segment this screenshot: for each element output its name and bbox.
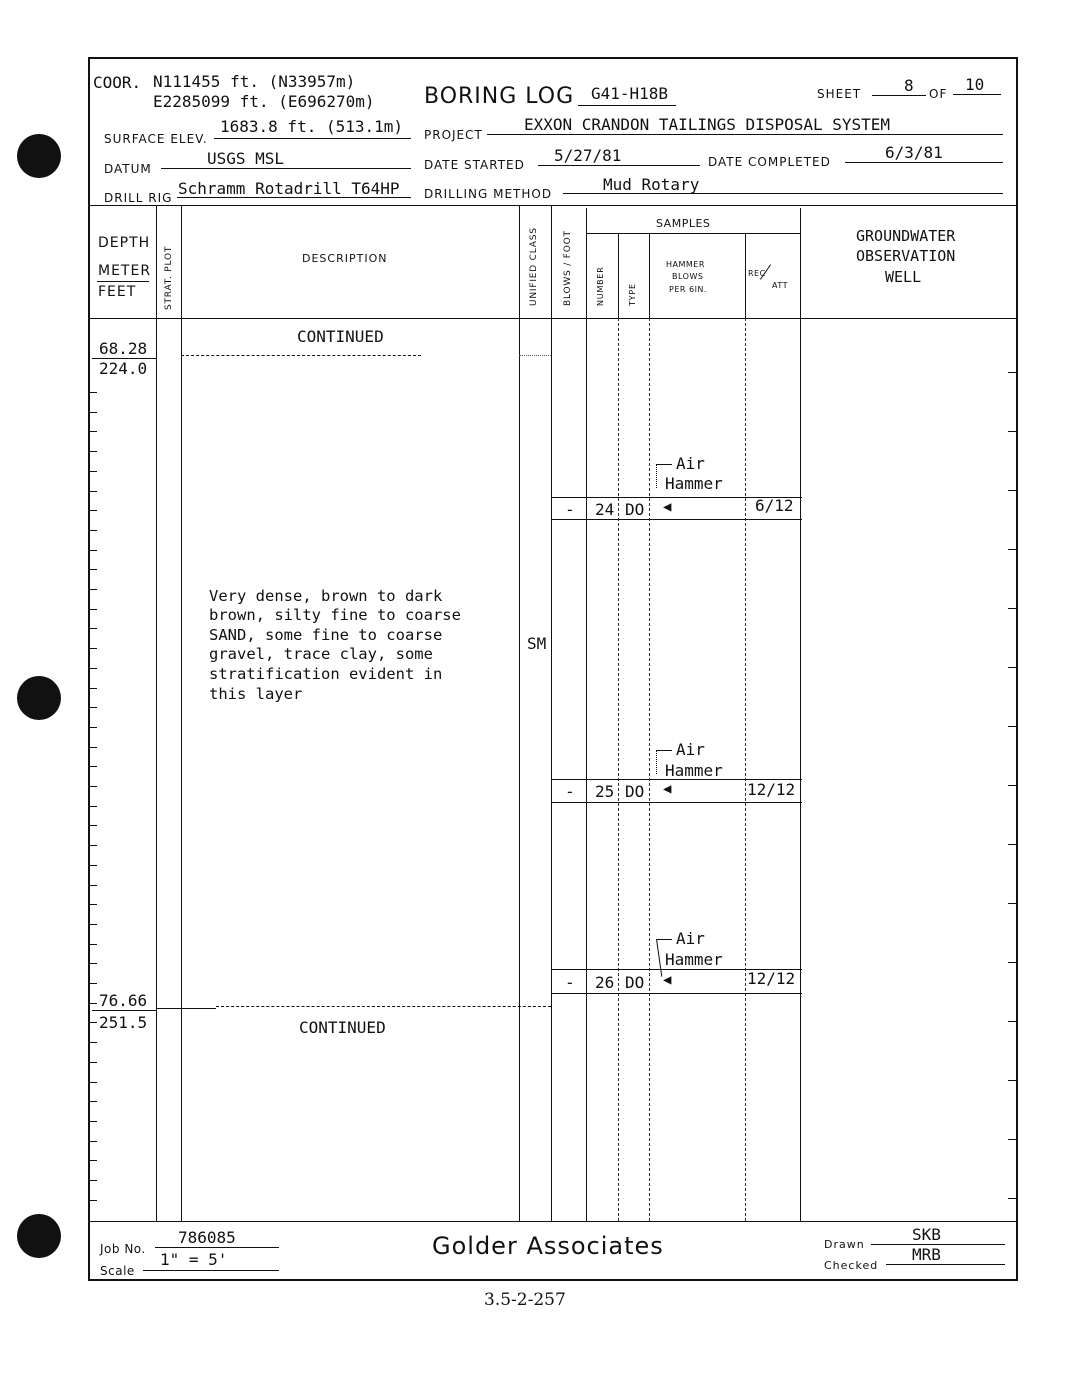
col-strat-plot: STRAT. PLOT — [164, 245, 174, 310]
depth-tick — [90, 727, 97, 728]
document-title: BORING LOG — [424, 84, 575, 109]
sample-26-number: 26 — [595, 973, 615, 992]
air-hammer-label-2: Hammer — [665, 950, 723, 969]
groundwater-tick — [1008, 1198, 1016, 1199]
sample-26-blows: - — [565, 973, 575, 992]
binder-hole-middle — [17, 676, 61, 720]
depth-tick — [90, 963, 97, 964]
sample-24-rec-att: 6/12 — [755, 496, 794, 515]
depth-tick — [90, 747, 97, 748]
depth-tick — [90, 865, 97, 866]
air-hammer-label-1: Air — [676, 740, 705, 759]
drawn-value: SKB — [912, 1225, 941, 1244]
depth-tick — [90, 944, 97, 945]
depth-bottom-meter: 76.66 — [99, 991, 148, 1010]
groundwater-tick — [1008, 549, 1016, 550]
date-completed-label: DATE COMPLETED — [708, 155, 831, 169]
datum-value: USGS MSL — [207, 149, 285, 168]
sample-26-type: DO — [625, 973, 645, 992]
depth-tick — [90, 1121, 97, 1122]
boring-id: G41-H18B — [591, 84, 669, 103]
depth-tick — [90, 589, 97, 590]
sample-25-blows: - — [565, 782, 575, 801]
checked-value: MRB — [912, 1245, 941, 1264]
soil-description-line-4: gravel, trace clay, some — [209, 645, 433, 663]
depth-tick — [90, 786, 97, 787]
depth-top-meter: 68.28 — [99, 339, 148, 358]
groundwater-tick — [1008, 1021, 1016, 1022]
date-started-value: 5/27/81 — [554, 146, 622, 165]
groundwater-tick — [1008, 903, 1016, 904]
soil-description-line-2: brown, silty fine to coarse — [209, 606, 461, 624]
groundwater-tick — [1008, 1080, 1016, 1081]
col-depth: DEPTH — [98, 235, 151, 251]
binder-hole-top — [17, 134, 61, 178]
depth-tick — [90, 491, 97, 492]
groundwater-tick — [1008, 372, 1016, 373]
depth-top-feet: 224.0 — [99, 359, 148, 378]
depth-tick — [90, 885, 97, 886]
project-label: PROJECT — [424, 128, 483, 142]
depth-tick — [90, 1141, 97, 1142]
drill-rig-value: Schramm Rotadrill T64HP — [178, 179, 400, 198]
col-groundwater-2: OBSERVATION — [856, 247, 956, 265]
col-blows-foot: BLOWS / FOOT — [563, 230, 573, 306]
sample-26-arrow-icon: ◀ — [663, 972, 672, 988]
sample-25-rec-att: 12/12 — [747, 780, 796, 799]
page-number: 3.5-2-257 — [484, 1290, 566, 1310]
continued-bottom: CONTINUED — [299, 1018, 386, 1037]
depth-tick — [90, 648, 97, 649]
soil-description-line-6: this layer — [209, 685, 303, 703]
surface-elev-value: 1683.8 ft. (513.1m) — [220, 117, 404, 136]
drill-rig-label: DRILL RIG — [104, 191, 173, 205]
job-no-value: 786085 — [178, 1228, 236, 1247]
groundwater-tick — [1008, 1139, 1016, 1140]
depth-tick — [90, 825, 97, 826]
depth-tick — [90, 392, 97, 393]
coor-northing: N111455 ft. (N33957m) — [153, 72, 356, 91]
col-groundwater-3: WELL — [885, 268, 922, 286]
groundwater-tick — [1008, 608, 1016, 609]
checked-label: Checked — [824, 1259, 879, 1272]
date-started-label: DATE STARTED — [424, 158, 525, 172]
sample-24-number: 24 — [595, 500, 615, 519]
col-feet: FEET — [98, 284, 137, 300]
depth-tick — [90, 1042, 97, 1043]
col-description: DESCRIPTION — [302, 252, 388, 265]
depth-tick — [90, 1200, 97, 1201]
depth-tick — [90, 431, 97, 432]
sheet-total: 10 — [965, 75, 985, 94]
drilling-method-label: DRILLING METHOD — [424, 187, 553, 201]
col-rec: REC — [748, 269, 766, 278]
col-unified-class: UNIFIED CLASS — [529, 227, 539, 306]
project-value: EXXON CRANDON TAILINGS DISPOSAL SYSTEM — [524, 115, 891, 134]
depth-tick — [90, 510, 97, 511]
datum-label: DATUM — [104, 162, 152, 176]
sample-25-arrow-icon: ◀ — [663, 781, 672, 797]
job-no-label: Job No. — [100, 1242, 146, 1256]
sheet-number: 8 — [904, 76, 914, 95]
soil-description-line-1: Very dense, brown to dark — [209, 587, 443, 605]
depth-tick — [90, 1160, 97, 1161]
coor-label: COOR. — [93, 73, 142, 92]
depth-tick — [90, 1062, 97, 1063]
depth-tick — [90, 806, 97, 807]
drilling-method-value: Mud Rotary — [603, 175, 700, 194]
depth-tick — [90, 904, 97, 905]
surface-elev-label: SURFACE ELEV. — [104, 132, 208, 146]
groundwater-tick — [1008, 667, 1016, 668]
groundwater-tick — [1008, 785, 1016, 786]
air-hammer-label-2: Hammer — [665, 761, 723, 780]
col-hammer-2: BLOWS — [672, 272, 704, 281]
continued-top: CONTINUED — [297, 327, 384, 346]
air-hammer-label-1: Air — [676, 929, 705, 948]
groundwater-tick — [1008, 490, 1016, 491]
depth-tick — [90, 668, 97, 669]
depth-tick — [90, 530, 97, 531]
sample-25-type: DO — [625, 782, 645, 801]
groundwater-tick — [1008, 431, 1016, 432]
depth-tick — [90, 924, 97, 925]
layer-boundary-bottom — [216, 1006, 551, 1007]
groundwater-tick — [1008, 726, 1016, 727]
depth-tick — [90, 1082, 97, 1083]
col-number: NUMBER — [596, 266, 605, 306]
soil-description-line-3: SAND, some fine to coarse — [209, 626, 443, 644]
sheet-label: SHEET — [817, 87, 862, 101]
depth-tick — [90, 1003, 97, 1004]
sample-24-type: DO — [625, 500, 645, 519]
scale-value: 1" = 5' — [160, 1250, 228, 1269]
sample-26-rec-att: 12/12 — [747, 969, 796, 988]
sample-25-number: 25 — [595, 782, 615, 801]
date-completed-value: 6/3/81 — [885, 143, 943, 162]
of-label: OF — [929, 87, 948, 101]
coor-easting: E2285099 ft. (E696270m) — [153, 92, 375, 111]
col-type: TYPE — [628, 283, 637, 306]
scale-label: Scale — [100, 1264, 135, 1278]
depth-tick — [90, 569, 97, 570]
company-name: Golder Associates — [432, 1232, 664, 1260]
col-samples: SAMPLES — [656, 217, 711, 230]
col-meter: METER — [98, 263, 152, 279]
col-hammer-3: PER 6IN. — [669, 285, 707, 294]
col-groundwater-1: GROUNDWATER — [856, 227, 956, 245]
depth-tick — [90, 766, 97, 767]
depth-tick — [90, 845, 97, 846]
col-att: ATT — [772, 281, 788, 290]
depth-tick — [90, 707, 97, 708]
depth-tick — [90, 628, 97, 629]
depth-tick — [90, 451, 97, 452]
depth-tick — [90, 412, 97, 413]
groundwater-tick — [1008, 962, 1016, 963]
drawn-label: Drawn — [824, 1238, 865, 1251]
depth-tick — [90, 688, 97, 689]
sample-24-arrow-icon: ◀ — [663, 499, 672, 515]
sample-24-blows: - — [565, 500, 575, 519]
depth-tick — [90, 609, 97, 610]
soil-description-line-5: stratification evident in — [209, 665, 443, 683]
depth-tick — [90, 471, 97, 472]
col-hammer-1: HAMMER — [666, 260, 705, 269]
groundwater-tick — [1008, 844, 1016, 845]
depth-tick — [90, 1022, 97, 1023]
air-hammer-label-1: Air — [676, 454, 705, 473]
depth-tick — [90, 1101, 97, 1102]
air-hammer-label-2: Hammer — [665, 474, 723, 493]
depth-bottom-feet: 251.5 — [99, 1013, 148, 1032]
depth-tick — [90, 1180, 97, 1181]
layer-boundary-top — [181, 355, 421, 356]
depth-tick — [90, 550, 97, 551]
unified-class-value: SM — [527, 634, 547, 653]
depth-tick — [90, 983, 97, 984]
binder-hole-bottom — [17, 1214, 61, 1258]
